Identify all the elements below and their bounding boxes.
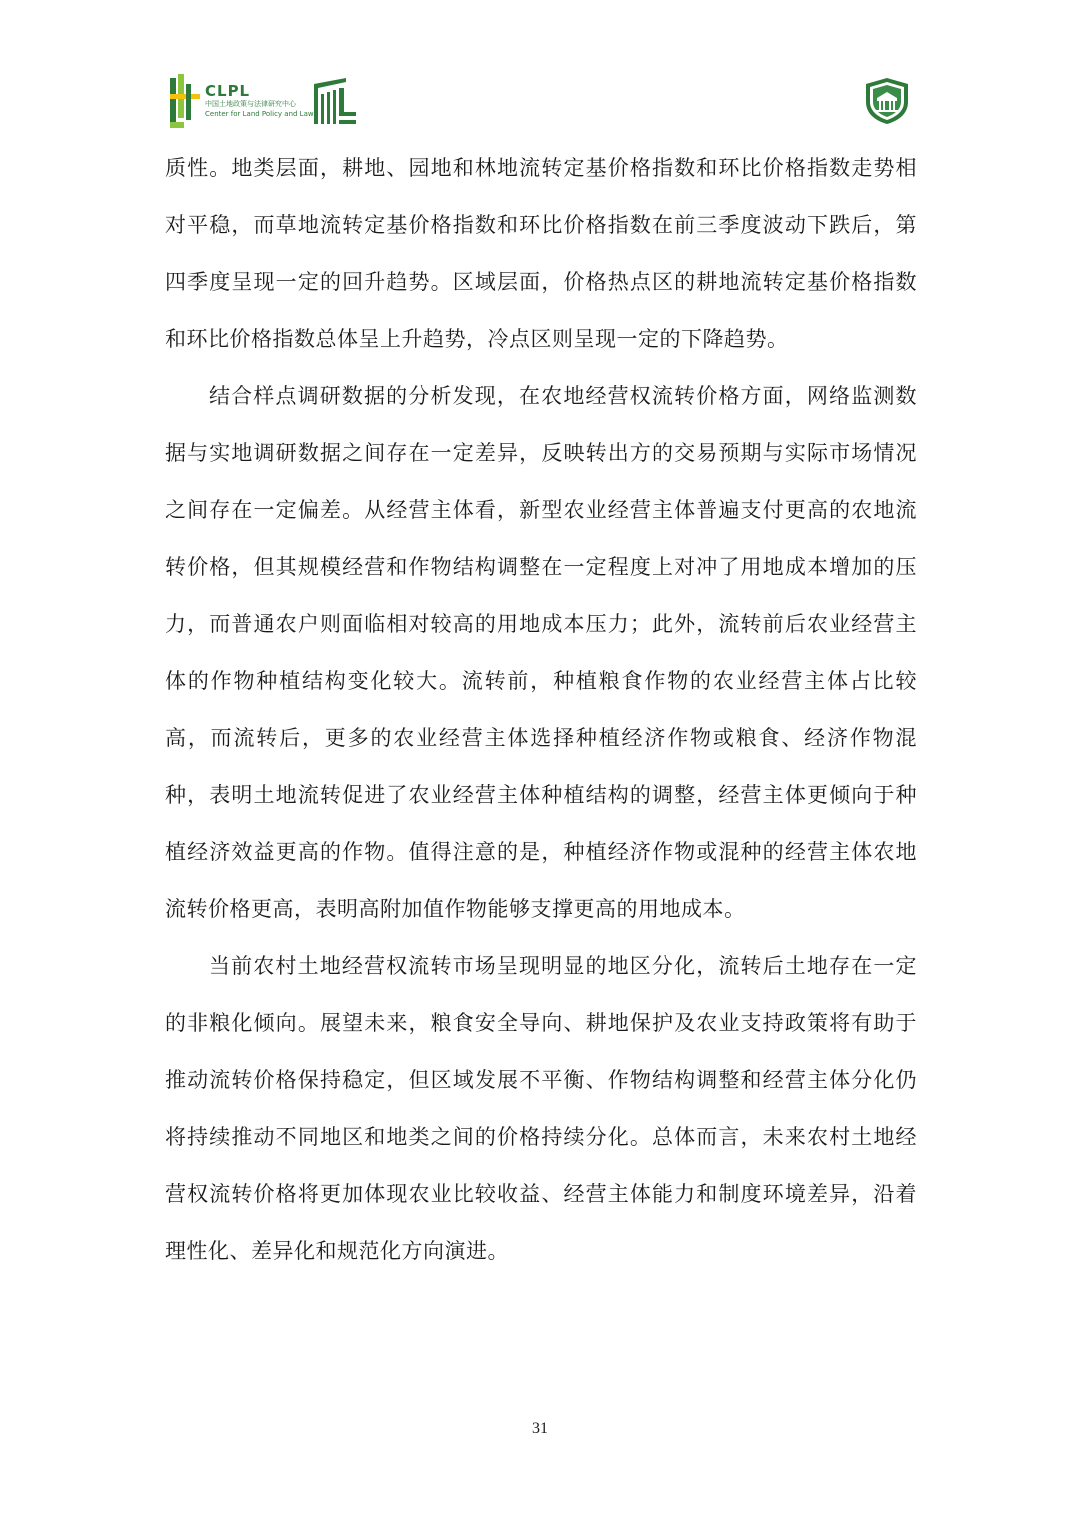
document-body bbox=[165, 140, 917, 1280]
body-paragraph-2: 结合样点调研数据的分析发现，在农地经营权流转价格方面，网络监测数据与实地调研数据之间存在一定差异，反映转出方的交易预期与实际市场情况之间存在一定偏差。从经营主体看，新型农业经营主体普遍支付更高的农地流转价格，但其规模经营和作物结构调整在一定程度上对冲了用地成本增加的压力，而普通农户则面临相对较高的用地成本压力；此外，流转前后农业经营主体的作物种植结构变化较大。流转前，种植粮食作物的农业经营主体占比较高，而流转后，更多的农业经营主体选择种植经济作物或粮食、经济作物混种，表明土地流转促进了农业经营主体种植结构的调整，经营主体更倾向于种植经济效益更高的作物。值得注意的是，种植经济作物或混种的经营主体农地流转价格更高，表明高附加值作物能够支撑更高的用地成本。 bbox=[165, 384, 917, 921]
clpl-name-cn: 中国土地政策与法律研究中心 bbox=[205, 100, 296, 108]
clpl-name-en: Center for Land Policy and Law bbox=[205, 110, 314, 118]
body-paragraph-3: 当前农村土地经营权流转市场呈现明显的地区分化，流转后土地存在一定的非粮化倾向。展望未来，粮食安全导向、耕地保护及农业支持政策将有助于推动流转价格保持稳定，但区域发展不平衡、作物结构调整和经营主体分化仍将持续推动不同地区和地类之间的价格持续分化。总体而言，未来农村土地经营权流转价格将更加体现农业比较收益、经营主体能力和制度环境差异，沿着理性化、差异化和规范化方向演进。 bbox=[165, 954, 917, 1263]
university-seal bbox=[862, 76, 912, 126]
clpl-logo bbox=[168, 72, 358, 132]
clpl-abbr: CLPL bbox=[205, 82, 251, 100]
page-header bbox=[0, 0, 1080, 140]
page-number: 31 bbox=[532, 1420, 548, 1437]
university-seal-icon bbox=[862, 76, 912, 126]
body-paragraph-1: 质性。地类层面，耕地、园地和林地流转定基价格指数和环比价格指数走势相对平稳，而草地流转定基价格指数和环比价格指数在前三季度波动下跌后，第四季度呈现一定的回升趋势。区域层面，价格热点区的耕地流转定基价格指数和环比价格指数总体呈上升趋势，冷点区则呈现一定的下降趋势。 bbox=[165, 156, 917, 351]
